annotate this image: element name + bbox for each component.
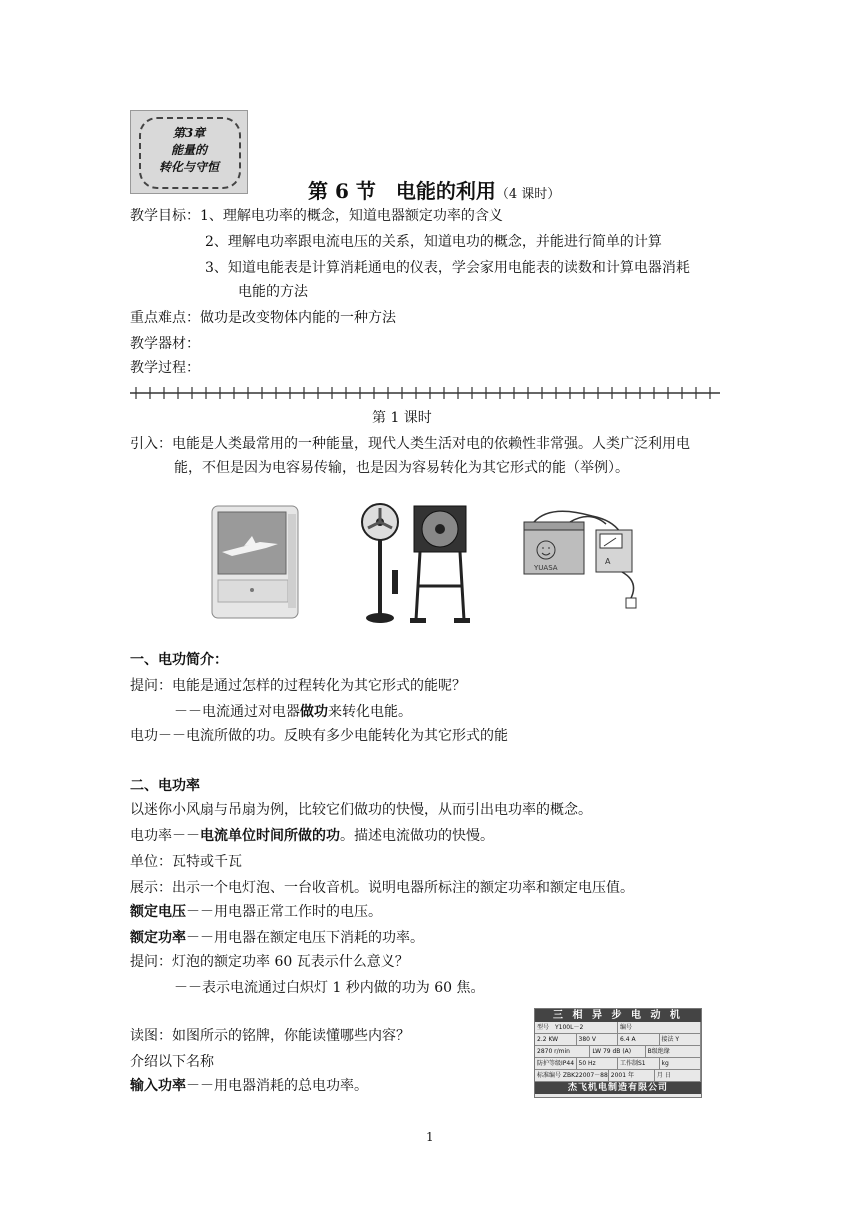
process-label: 教学过程： (130, 360, 200, 376)
section2-p11 (130, 1076, 368, 1096)
lesson-label: 第 1 课时 (372, 410, 432, 426)
section2-p6 (130, 928, 424, 948)
section2-heading: 二、电功率 (130, 778, 200, 794)
page-title (308, 175, 560, 204)
nameplate-header: 三 相 异 步 电 动 机 (535, 1009, 701, 1022)
nameplate-row (535, 1022, 701, 1034)
title-sub: （4 课时） (495, 187, 561, 202)
section1-definition: 电功－－电流所做的功。反映有多少电能转化为其它形式的能 (130, 728, 508, 744)
p5-bold: 额定电压 (130, 904, 186, 920)
np-cell: 型号 Y100L－2 (535, 1022, 618, 1033)
section1-answer (174, 702, 412, 722)
fans-image (356, 500, 474, 628)
p11-bold: 输入功率 (130, 1078, 186, 1094)
np-cell: 月 日 (655, 1070, 701, 1081)
title-main: 第 6 节 电能的利用 (308, 179, 496, 203)
badge-line-1: 第3章 (172, 126, 206, 140)
objective-3: 3、知道电能表是计算消耗通电的仪表，学会家用电能表的读数和计算电器消耗 (205, 260, 690, 276)
p5-post: －－用电器正常工作时的电压。 (186, 904, 382, 920)
objective-2: 2、理解电功率跟电流电压的关系，知道电功的概念，并能进行简单的计算 (205, 234, 662, 250)
section2-p7: 提问：灯泡的额定功率 60 瓦表示什么意义？ (130, 954, 409, 970)
key-points: 重点难点：做功是改变物体内能的一种方法 (130, 310, 396, 326)
section2-p1: 以迷你小风扇与吊扇为例，比较它们做功的快慢，从而引出电功率的概念。 (130, 802, 592, 818)
objective-3-cont: 电能的方法 (238, 284, 308, 300)
section2-p2 (130, 826, 494, 846)
np-cell: 6.4 A (618, 1034, 660, 1045)
nameplate-row (535, 1046, 701, 1058)
p2-post: 。描述电流做功的快慢。 (340, 828, 494, 844)
p2-bold: 电流单位时间所做的功 (200, 828, 340, 844)
np-cell: 50 Hz (577, 1058, 619, 1069)
battery-meter-image (520, 508, 646, 612)
section2-p9: 读图：如图所示的铭牌，你能读懂哪些内容？ (130, 1028, 410, 1044)
np-cell: 编号 (618, 1022, 701, 1033)
equipment-label: 教学器材： (130, 336, 200, 352)
np-cell: 工作制S1 (618, 1058, 660, 1069)
nameplate-row (535, 1070, 701, 1082)
motor-nameplate (534, 1008, 702, 1098)
np-cell: 2.2 KW (535, 1034, 577, 1045)
meter-letter: A (605, 557, 611, 566)
np-cell: kg (660, 1058, 702, 1069)
intro-line-2: 能，不但是因为电容易传输，也是因为容易转化为其它形式的能（举例）。 (174, 460, 629, 476)
section2-p8: －－表示电流通过白炽灯 1 秒内做的功为 60 焦。 (174, 980, 485, 996)
np-cell: 2870 r/min (535, 1046, 590, 1057)
nameplate-row (535, 1034, 701, 1046)
p6-bold: 额定功率 (130, 930, 186, 946)
section2-p10: 介绍以下名称 (130, 1054, 214, 1070)
answer-pre: －－电流通过对电器 (174, 704, 300, 720)
np-cell: LW 79 dB (A) (590, 1046, 645, 1057)
section1-heading: 一、电功简介： (130, 652, 228, 668)
p11-post: －－用电器消耗的总电功率。 (186, 1078, 368, 1094)
np-cell: 防护等级IP44 (535, 1058, 577, 1069)
nameplate-row (535, 1058, 701, 1070)
section1-question: 提问：电能是通过怎样的过程转化为其它形式的能呢？ (130, 678, 466, 694)
np-cell: 2001 年 (609, 1070, 655, 1081)
intro-line-1: 引入：电能是人类最常用的一种能量，现代人类生活对电的依赖性非常强。人类广泛利用电 (130, 436, 690, 452)
chapter-badge (130, 110, 248, 194)
nameplate-footer: 杰飞机电制造有限公司 (535, 1082, 701, 1094)
objective-line-1 (130, 206, 503, 226)
answer-post: 来转化电能。 (328, 704, 412, 720)
answer-bold: 做功 (300, 704, 328, 720)
objectives-label: 教学目标： (130, 208, 200, 224)
badge-line-2: 能量的 (170, 143, 207, 157)
np-cell: B级绝缘 (646, 1046, 701, 1057)
np-cell: 380 V (577, 1034, 619, 1045)
decorative-divider (130, 386, 720, 400)
np-cell: 标准编号 ZBK22007－88 (537, 1072, 608, 1079)
page-number: 1 (426, 1130, 434, 1144)
section2-p3: 单位：瓦特或千瓦 (130, 854, 242, 870)
section2-p5 (130, 902, 382, 922)
section2-p4: 展示：出示一个电灯泡、一台收音机。说明电器所标注的额定功率和额定电压值。 (130, 880, 634, 896)
np-cell: 接法 Y (660, 1034, 702, 1045)
p2-pre: 电功率－－ (130, 828, 200, 844)
p6-post: －－用电器在额定电压下消耗的功率。 (186, 930, 424, 946)
badge-line-3: 转化与守恒 (158, 160, 219, 174)
battery-brand: YUASA (534, 564, 558, 572)
television-image (208, 500, 304, 624)
objective-1: 1、理解电功率的概念，知道电器额定功率的含义 (200, 208, 503, 224)
